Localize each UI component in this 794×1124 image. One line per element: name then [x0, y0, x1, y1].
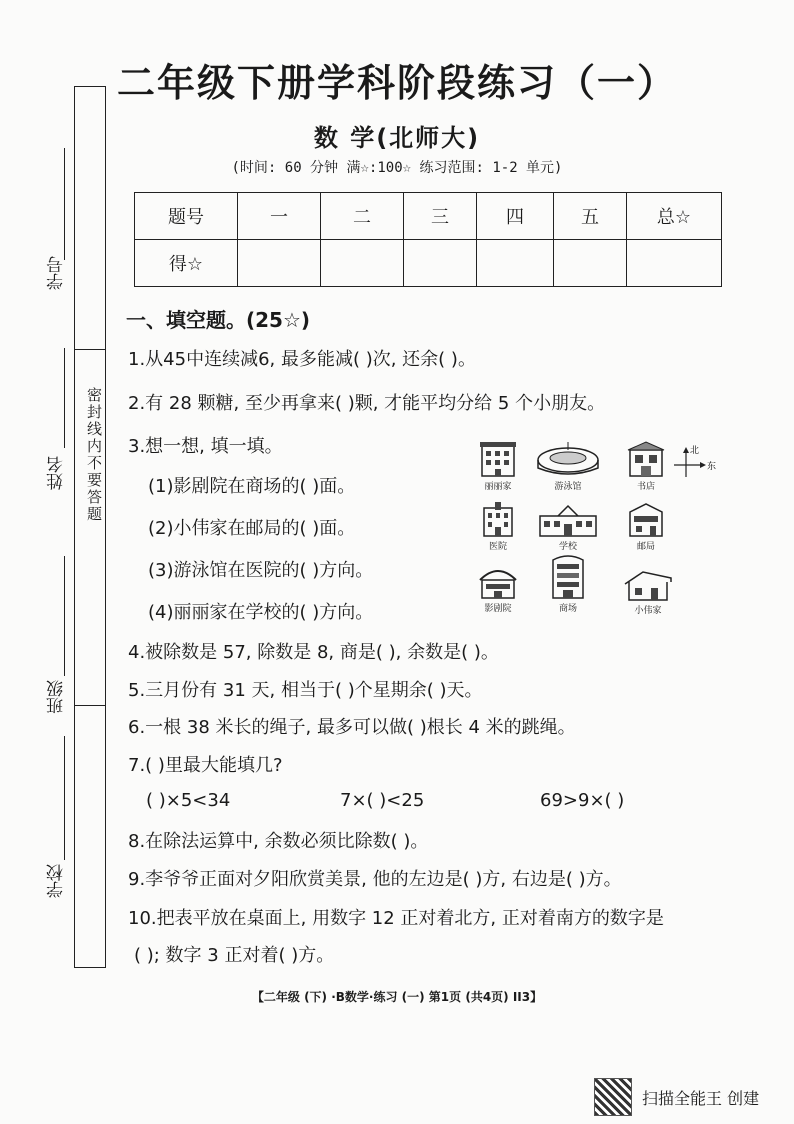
score-value-row: [135, 240, 722, 287]
school-label: 学校: [47, 864, 67, 898]
watermark-text: 扫描全能王 创建: [642, 1088, 760, 1108]
section-heading: 一、填空题。(25☆): [126, 308, 311, 332]
exam-meta: (时间: 60 分钟 满☆:100☆ 练习范围: 1-2 单元): [231, 160, 563, 176]
score-cell[interactable]: [404, 240, 477, 287]
house-icon: [621, 568, 675, 602]
row-label: 题号: [135, 193, 238, 240]
scanner-watermark: [594, 1078, 759, 1116]
school-line: [64, 736, 65, 860]
col-header: 四: [477, 193, 554, 240]
student-no-label: 学号: [47, 256, 67, 290]
building-label: 丽丽家: [484, 482, 512, 492]
inequality-item: 69>9×( ): [540, 790, 625, 811]
swimming-pool-building: [532, 440, 604, 492]
page-title: 二年级下册学科阶段练习（一）: [116, 60, 677, 105]
mall-building: [536, 552, 600, 614]
building-label: 小伟家: [634, 606, 662, 616]
cinema-icon: [476, 562, 520, 600]
school-building: [534, 500, 602, 552]
score-cell[interactable]: [321, 240, 404, 287]
score-cell[interactable]: [238, 240, 321, 287]
question-continuation: ( ); 数字 3 正对着( )方。: [134, 945, 335, 966]
name-line: [64, 348, 65, 448]
col-header: 三: [404, 193, 477, 240]
question: 5.三月份有 31 天, 相当于( )个星期余( )天。: [128, 680, 483, 701]
question: 6.一根 38 米长的绳子, 最多可以做( )根长 4 米的跳绳。: [128, 717, 576, 738]
question: 3.想一想, 填一填。: [128, 436, 283, 457]
col-header: 二: [321, 193, 404, 240]
question: 9.李爷爷正面对夕阳欣赏美景, 他的左边是( )方, 右边是( )方。: [128, 869, 622, 890]
building-label: 学校: [558, 542, 577, 552]
question: 2.有 28 颗糖, 至少再拿来( )颗, 才能平均分给 5 个小朋友。: [128, 393, 606, 414]
sub-question: (3)游泳馆在医院的( )方向。: [148, 560, 374, 581]
score-cell[interactable]: [554, 240, 627, 287]
post-office-building: [616, 500, 676, 552]
question: 10.把表平放在桌面上, 用数字 12 正对着北方, 正对着南方的数字是: [128, 908, 664, 929]
xiaowei-house: [616, 568, 680, 616]
sub-question: (2)小伟家在邮局的( )面。: [148, 518, 356, 539]
name-label: 姓名: [47, 456, 67, 490]
qr-code-icon: [594, 1078, 632, 1116]
sub-question: (4)丽丽家在学校的( )方向。: [148, 602, 374, 623]
col-header: 一: [238, 193, 321, 240]
inequality-item: ( )×5<34: [146, 790, 231, 811]
building-label: 游泳馆: [554, 482, 582, 492]
post-office-icon: [624, 500, 668, 538]
page-footer: 【二年级 (下) ·B数学·练习 (一) 第1页 (共4页) II3】: [251, 990, 543, 1004]
seal-notice: 密封线内不要答题: [85, 387, 103, 523]
school-icon: [536, 500, 600, 538]
score-table: [134, 192, 722, 287]
building-label: 医院: [488, 542, 507, 552]
inequality-item: 7×( )<25: [340, 790, 425, 811]
bookstore-building: [616, 440, 676, 492]
sub-question: (1)影剧院在商场的( )面。: [148, 476, 356, 497]
row-label: 得☆: [135, 240, 238, 287]
binding-divider: [75, 349, 105, 350]
col-header: 五: [554, 193, 627, 240]
building-label: 书店: [636, 482, 655, 492]
question: 4.被除数是 57, 除数是 8, 商是( ), 余数是( )。: [128, 642, 499, 663]
mall-icon: [543, 552, 593, 600]
binding-strip: [74, 86, 106, 968]
hospital-icon: [476, 500, 520, 538]
class-line: [64, 556, 65, 676]
class-label: 班级: [47, 680, 67, 714]
binding-divider: [75, 705, 105, 706]
shop-icon: [624, 440, 668, 478]
hospital-building: [468, 500, 528, 552]
stadium-icon: [535, 440, 601, 478]
score-cell[interactable]: [627, 240, 722, 287]
building-label: 商场: [558, 604, 577, 614]
compass-icon: [674, 443, 716, 483]
compass-east: 东: [707, 462, 716, 472]
building-label: 影剧院: [484, 604, 512, 614]
question: 1.从45中连续减6, 最多能减( )次, 还余( )。: [128, 349, 476, 370]
question: 8.在除法运算中, 余数必须比除数( )。: [128, 831, 429, 852]
question: 7.( )里最大能填几?: [128, 755, 283, 776]
col-header: 总☆: [627, 193, 722, 240]
lilijia-building: [468, 440, 528, 492]
building-label: 邮局: [636, 542, 655, 552]
subject-title: 数 学(北师大): [313, 124, 481, 152]
cinema-building: [468, 562, 528, 614]
score-cell[interactable]: [477, 240, 554, 287]
score-header-row: [135, 193, 722, 240]
apartment-icon: [476, 440, 520, 478]
compass-north: 北: [690, 446, 700, 456]
